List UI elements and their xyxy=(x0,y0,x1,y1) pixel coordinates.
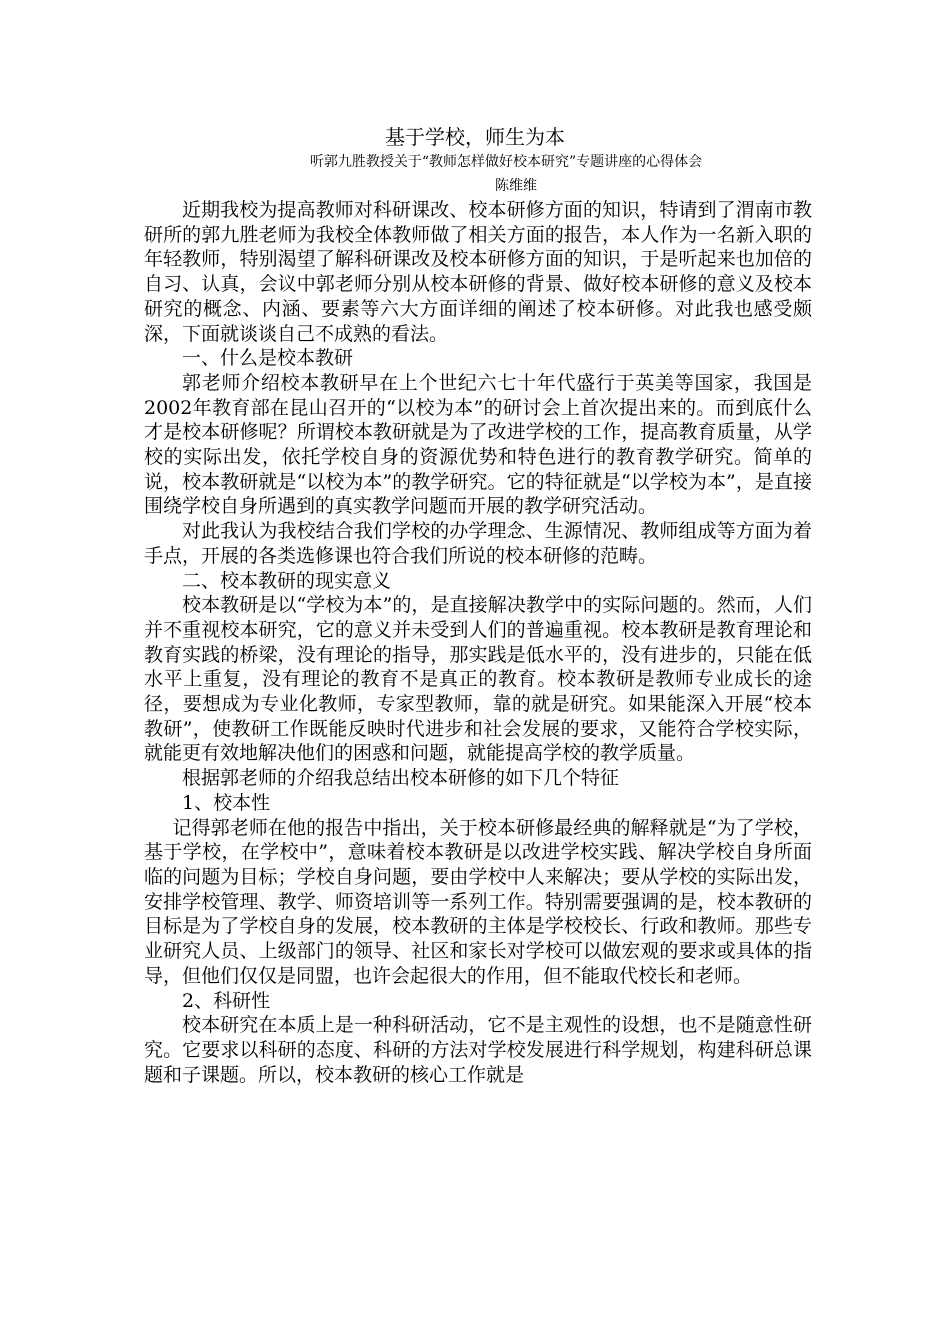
document-subtitle: 听郭九胜教授关于“教师怎样做好校本研究”专题讲座的心得体会 xyxy=(309,154,703,170)
subsection-heading: 1、校本性 xyxy=(182,791,271,814)
body-paragraph: 对此我认为我校结合我们学校的办学理念、生源情况、教师组成等方面为着手点，开展的各类选修课也符合我们所说的校本研修的范畴。 xyxy=(144,520,812,567)
section-heading: 二、校本教研的现实意义 xyxy=(182,569,392,592)
body-paragraph: 校本教研是以“学校为本”的，是直接解决教学中的实际问题的。然而，人们并不重视校本研究，它的意义并未受到人们的普遍重视。校本教研是教育理论和教育实践的桥梁，没有理论的指导，那实践是低水平的，没有进步的，只能在低水平上重复，没有理论的教育不是真正的教育。校本教研是教师专业成长的途径，要想成为专业化教师，专家型教师，靠的就是研究。如果能深入开展“校本教研”，使教研工作既能反映时代进步和社会发展的要求，又能符合学校实际，就能更有效地解决他们的困惑和问题，就能提高学校的教学质量。 xyxy=(144,594,812,765)
body-paragraph: 郭老师介绍校本教研早在上个世纪六七十年代盛行于英美等国家，我国是2002年教育部在昆山召开的“以校为本”的研讨会上首次提出来的。而到底什么才是校本研修呢？所谓校本教研就是为了改进学校的工作，提高教育质量，从学校的实际出发，依托学校自身的资源优势和特色进行的教育教学研究。简单的说，校本教研就是“以校为本”的教学研究。它的特征就是“以学校为本”，是直接围绕学校自身所遇到的真实教学问题而开展的教学研究活动。 xyxy=(144,371,812,518)
document-author: 陈维维 xyxy=(495,178,537,194)
body-paragraph: 校本研究在本质上是一种科研活动，它不是主观性的设想，也不是随意性研究。它要求以科研的态度、科研的方法对学校发展进行科学规划，构建科研总课题和子课题。所以，校本教研的核心工作就是 xyxy=(144,1014,812,1086)
section-heading: 一、什么是校本教研 xyxy=(182,347,354,370)
document-body xyxy=(144,198,812,1087)
body-paragraph: 根据郭老师的介绍我总结出校本研修的如下几个特征 xyxy=(182,767,620,790)
intro-paragraph: 近期我校为提高教师对科研课改、校本研修方面的知识，特请到了渭南市教研所的郭九胜老师为我校全体教师做了相关方面的报告，本人作为一名新入职的年轻教师，特别渴望了解科研课改及校本研修方面的知识，于是听起来也加倍的自习、认真，会议中郭老师分别从校本研修的背景、做好校本研修的意义及校本研究的概念、内涵、要素等六大方面详细的阐述了校本研修。对此我也感受颇深，下面就谈谈自己不成熟的看法。 xyxy=(144,199,812,345)
document-title: 基于学校，师生为本 xyxy=(385,125,565,149)
subsection-heading: 2、科研性 xyxy=(182,989,271,1012)
body-paragraph: 记得郭老师在他的报告中指出，关于校本研修最经典的解释就是“为了学校，基于学校，在学校中”，意味着校本教研是以改进学校实践、解决学校自身所面临的问题为目标；学校自身问题，要由学校中人来解决；要从学校的实际出发，安排学校管理、教学、师资培训等一系列工作。特别需要强调的是，校本教研的目标是为了学校自身的发展，校本教研的主体是学校校长、行政和教师。那些专业研究人员、上级部门的领导、社区和家长对学校可以做宏观的要求或具体的指导，但他们仅仅是同盟，也许会起很大的作用，但不能取代校长和老师。 xyxy=(144,816,812,987)
